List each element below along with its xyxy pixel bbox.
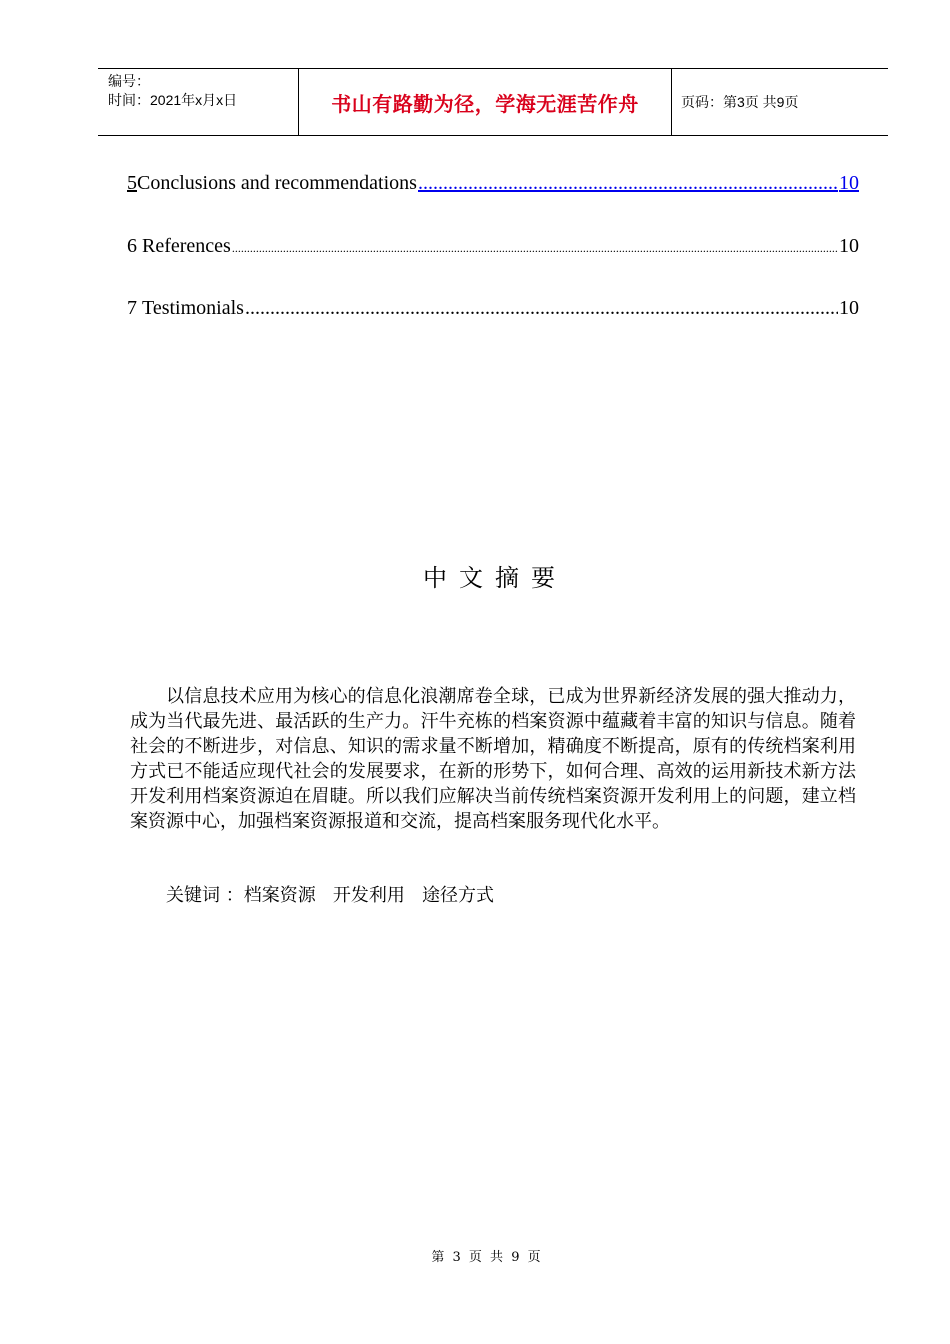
header-page-label: 页码：第3页 共9页 bbox=[681, 94, 799, 110]
toc-entry-page: 10 bbox=[839, 297, 859, 319]
toc-entry-title: Testimonials bbox=[142, 297, 244, 319]
toc-entry-conclusions[interactable] bbox=[127, 172, 859, 198]
abstract-body: 以信息技术应用为核心的信息化浪潮席卷全球，已成为世界新经济发展的强大推动力，成为当代最先进、最活跃的生产力。汗牛充栋的档案资源中蕴藏着丰富的知识与信息。随着社会的不断进步，对信息、知识的需求量不断增加，精确度不断提高，原有的传统档案利用方式已不能适应现代社会的发展要求，在新的形势下，如何合理、高效的运用新技术新方法开发利用档案资源迫在眉睫。所以我们应解决当前传统档案资源开发利用上的问题，建立档案资源中心，加强档案资源报道和交流，提高档案服务现代化水平。 bbox=[130, 686, 856, 832]
header-motto: 书山有路勤为径，学海无涯苦作舟 bbox=[299, 69, 672, 135]
toc-leader bbox=[418, 172, 838, 195]
abstract-title: 中文摘要 bbox=[423, 564, 567, 592]
toc-entry-page: 10 bbox=[839, 172, 859, 194]
page-footer: 第 3 页 共 9 页 bbox=[431, 1250, 541, 1265]
toc-entry-title: Conclusions and recommendations bbox=[137, 172, 417, 194]
toc-entry-number: 6 bbox=[127, 235, 137, 257]
toc-entry-number: 5 bbox=[127, 172, 137, 194]
abstract-keywords: 关键词 ：档案资源 开发利用 途径方式 bbox=[166, 885, 495, 906]
toc-entry-page: 10 bbox=[839, 235, 859, 257]
toc-leader bbox=[232, 241, 838, 256]
header-time-label: 时间：2021年x月x日 bbox=[108, 92, 238, 108]
page-header bbox=[98, 68, 888, 136]
toc-entry-testimonials[interactable] bbox=[127, 297, 859, 323]
toc-entry-number: 7 bbox=[127, 297, 137, 319]
toc-entry-title: References bbox=[142, 235, 231, 257]
toc-leader bbox=[245, 297, 838, 320]
header-meta bbox=[98, 69, 299, 135]
toc-entry-references[interactable] bbox=[127, 235, 859, 261]
header-number-label: 编号： bbox=[108, 73, 150, 89]
